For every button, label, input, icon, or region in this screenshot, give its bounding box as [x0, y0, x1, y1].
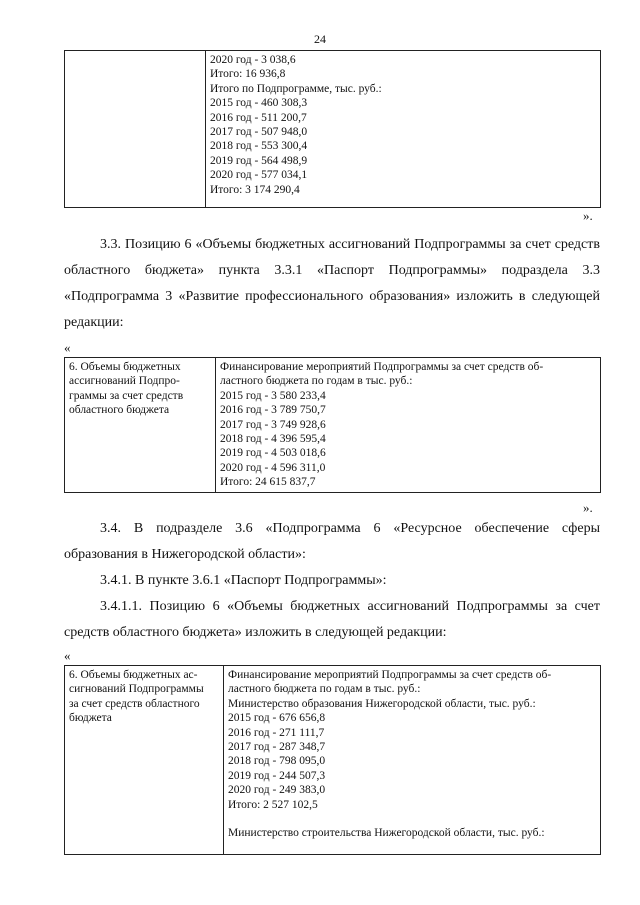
table-1 — [64, 50, 601, 208]
table-2-right-line: 2018 год - 4 396 595,4 — [220, 433, 326, 446]
table-2-left-line: ассигнований Подпро- — [69, 375, 180, 388]
table-1-left-cell — [65, 51, 206, 208]
table-2-right-line: Финансирование мероприятий Подпрограммы за счет средств об- — [220, 361, 544, 373]
paragraph-3-4: 3.4. В подразделе 3.6 «Подпрограмма 6 «Ресурсное обеспечение сферы образования в Нижегородской области»: — [64, 521, 600, 562]
table-3-spacer — [228, 812, 596, 826]
table-2-left-cell — [65, 358, 216, 493]
table-2-right-line: ластного бюджета по годам в тыс. руб.: — [220, 375, 413, 388]
table-2-right-line: 2016 год - 3 789 750,7 — [220, 404, 326, 417]
table-1-close-quote: ». — [583, 208, 593, 223]
table-1-right-cell — [206, 51, 601, 208]
table-2-left-line: граммы за счет средств — [69, 389, 184, 402]
table-3-right-line: 2017 год - 287 348,7 — [228, 741, 326, 754]
table-3-left-cell — [65, 666, 224, 855]
table-2-left-line: областного бюджета — [69, 404, 170, 417]
table-1-line: 2020 год - 3 038,6 — [210, 54, 296, 66]
table-1-line: Итого: 16 936,8 — [210, 68, 286, 81]
table-1-line: 2019 год - 564 498,9 — [210, 154, 308, 167]
table-2-right-line: Итого: 24 615 837,7 — [220, 476, 316, 489]
table-2-left-line: 6. Объемы бюджетных — [69, 361, 181, 373]
table-1-line: 2015 год - 460 308,3 — [210, 97, 308, 110]
table-3-right-line: Министерство строительства Нижегородской области, тыс. руб.: — [228, 827, 545, 840]
table-2 — [64, 357, 601, 493]
table-3-left-line: бюджета — [69, 712, 112, 725]
table-3-right-line: Финансирование мероприятий Подпрограммы за счет средств об- — [228, 669, 552, 681]
table-1-line: Итого по Подпрограмме, тыс. руб.: — [210, 82, 382, 95]
table-1-line: Итого: 3 174 290,4 — [210, 183, 300, 196]
table-3-open-quote: « — [64, 648, 71, 663]
table-3-right-cell — [224, 666, 601, 855]
table-3-left-line: 6. Объемы бюджетных ас- — [69, 669, 198, 681]
table-3-right-line: 2020 год - 249 383,0 — [228, 784, 326, 797]
table-2-right-cell — [216, 358, 601, 493]
table-2-right-line: 2019 год - 4 503 018,6 — [220, 447, 326, 460]
table-3 — [64, 665, 601, 855]
table-1-line: 2017 год - 507 948,0 — [210, 126, 308, 139]
table-2-close-quote: ». — [583, 500, 593, 515]
table-2-right-line: 2015 год - 3 580 233,4 — [220, 389, 326, 402]
table-3-right-line: 2015 год - 676 656,8 — [228, 712, 326, 725]
table-2-right-line: 2017 год - 3 749 928,6 — [220, 418, 326, 431]
table-1-line: 2020 год - 577 034,1 — [210, 169, 308, 182]
table-2-right-line: 2020 год - 4 596 311,0 — [220, 461, 326, 474]
table-3-left-line: сигнований Подпрограммы — [69, 683, 204, 696]
page-number: 24 — [314, 32, 326, 46]
table-1-line: 2016 год - 511 200,7 — [210, 111, 307, 124]
table-3-right-line: ластного бюджета по годам в тыс. руб.: — [228, 683, 421, 696]
table-3-right-line: Итого: 2 527 102,5 — [228, 798, 318, 811]
table-3-right-line: Министерство образования Нижегородской области, тыс. руб.: — [228, 697, 536, 710]
table-3-right-line: 2016 год - 271 111,7 — [228, 726, 325, 739]
table-2-open-quote: « — [64, 340, 71, 355]
table-3-right-line: 2018 год - 798 095,0 — [228, 755, 326, 768]
table-3-left-line: за счет средств областного — [69, 697, 200, 710]
table-1-line: 2018 год - 553 300,4 — [210, 140, 308, 153]
paragraph-3-4-1-1: 3.4.1.1. Позицию 6 «Объемы бюджетных ассигнований Подпрограммы за счет средств областного бюджета» изложить в следующей редакции: — [64, 599, 600, 640]
table-3-right-line: 2019 год - 244 507,3 — [228, 769, 326, 782]
paragraph-3-3: 3.3. Позицию 6 «Объемы бюджетных ассигнований Подпрограммы за счет средств областного бюджета» пункта 3.3.1 «Паспорт Подпрограммы» подраздела 3.3 «Подпрограмма 3 «Развитие профессионального образования» изложить в следующей редакции: — [64, 237, 600, 330]
paragraph-3-4-1: 3.4.1. В пункте 3.6.1 «Паспорт Подпрограммы»: — [100, 573, 387, 588]
